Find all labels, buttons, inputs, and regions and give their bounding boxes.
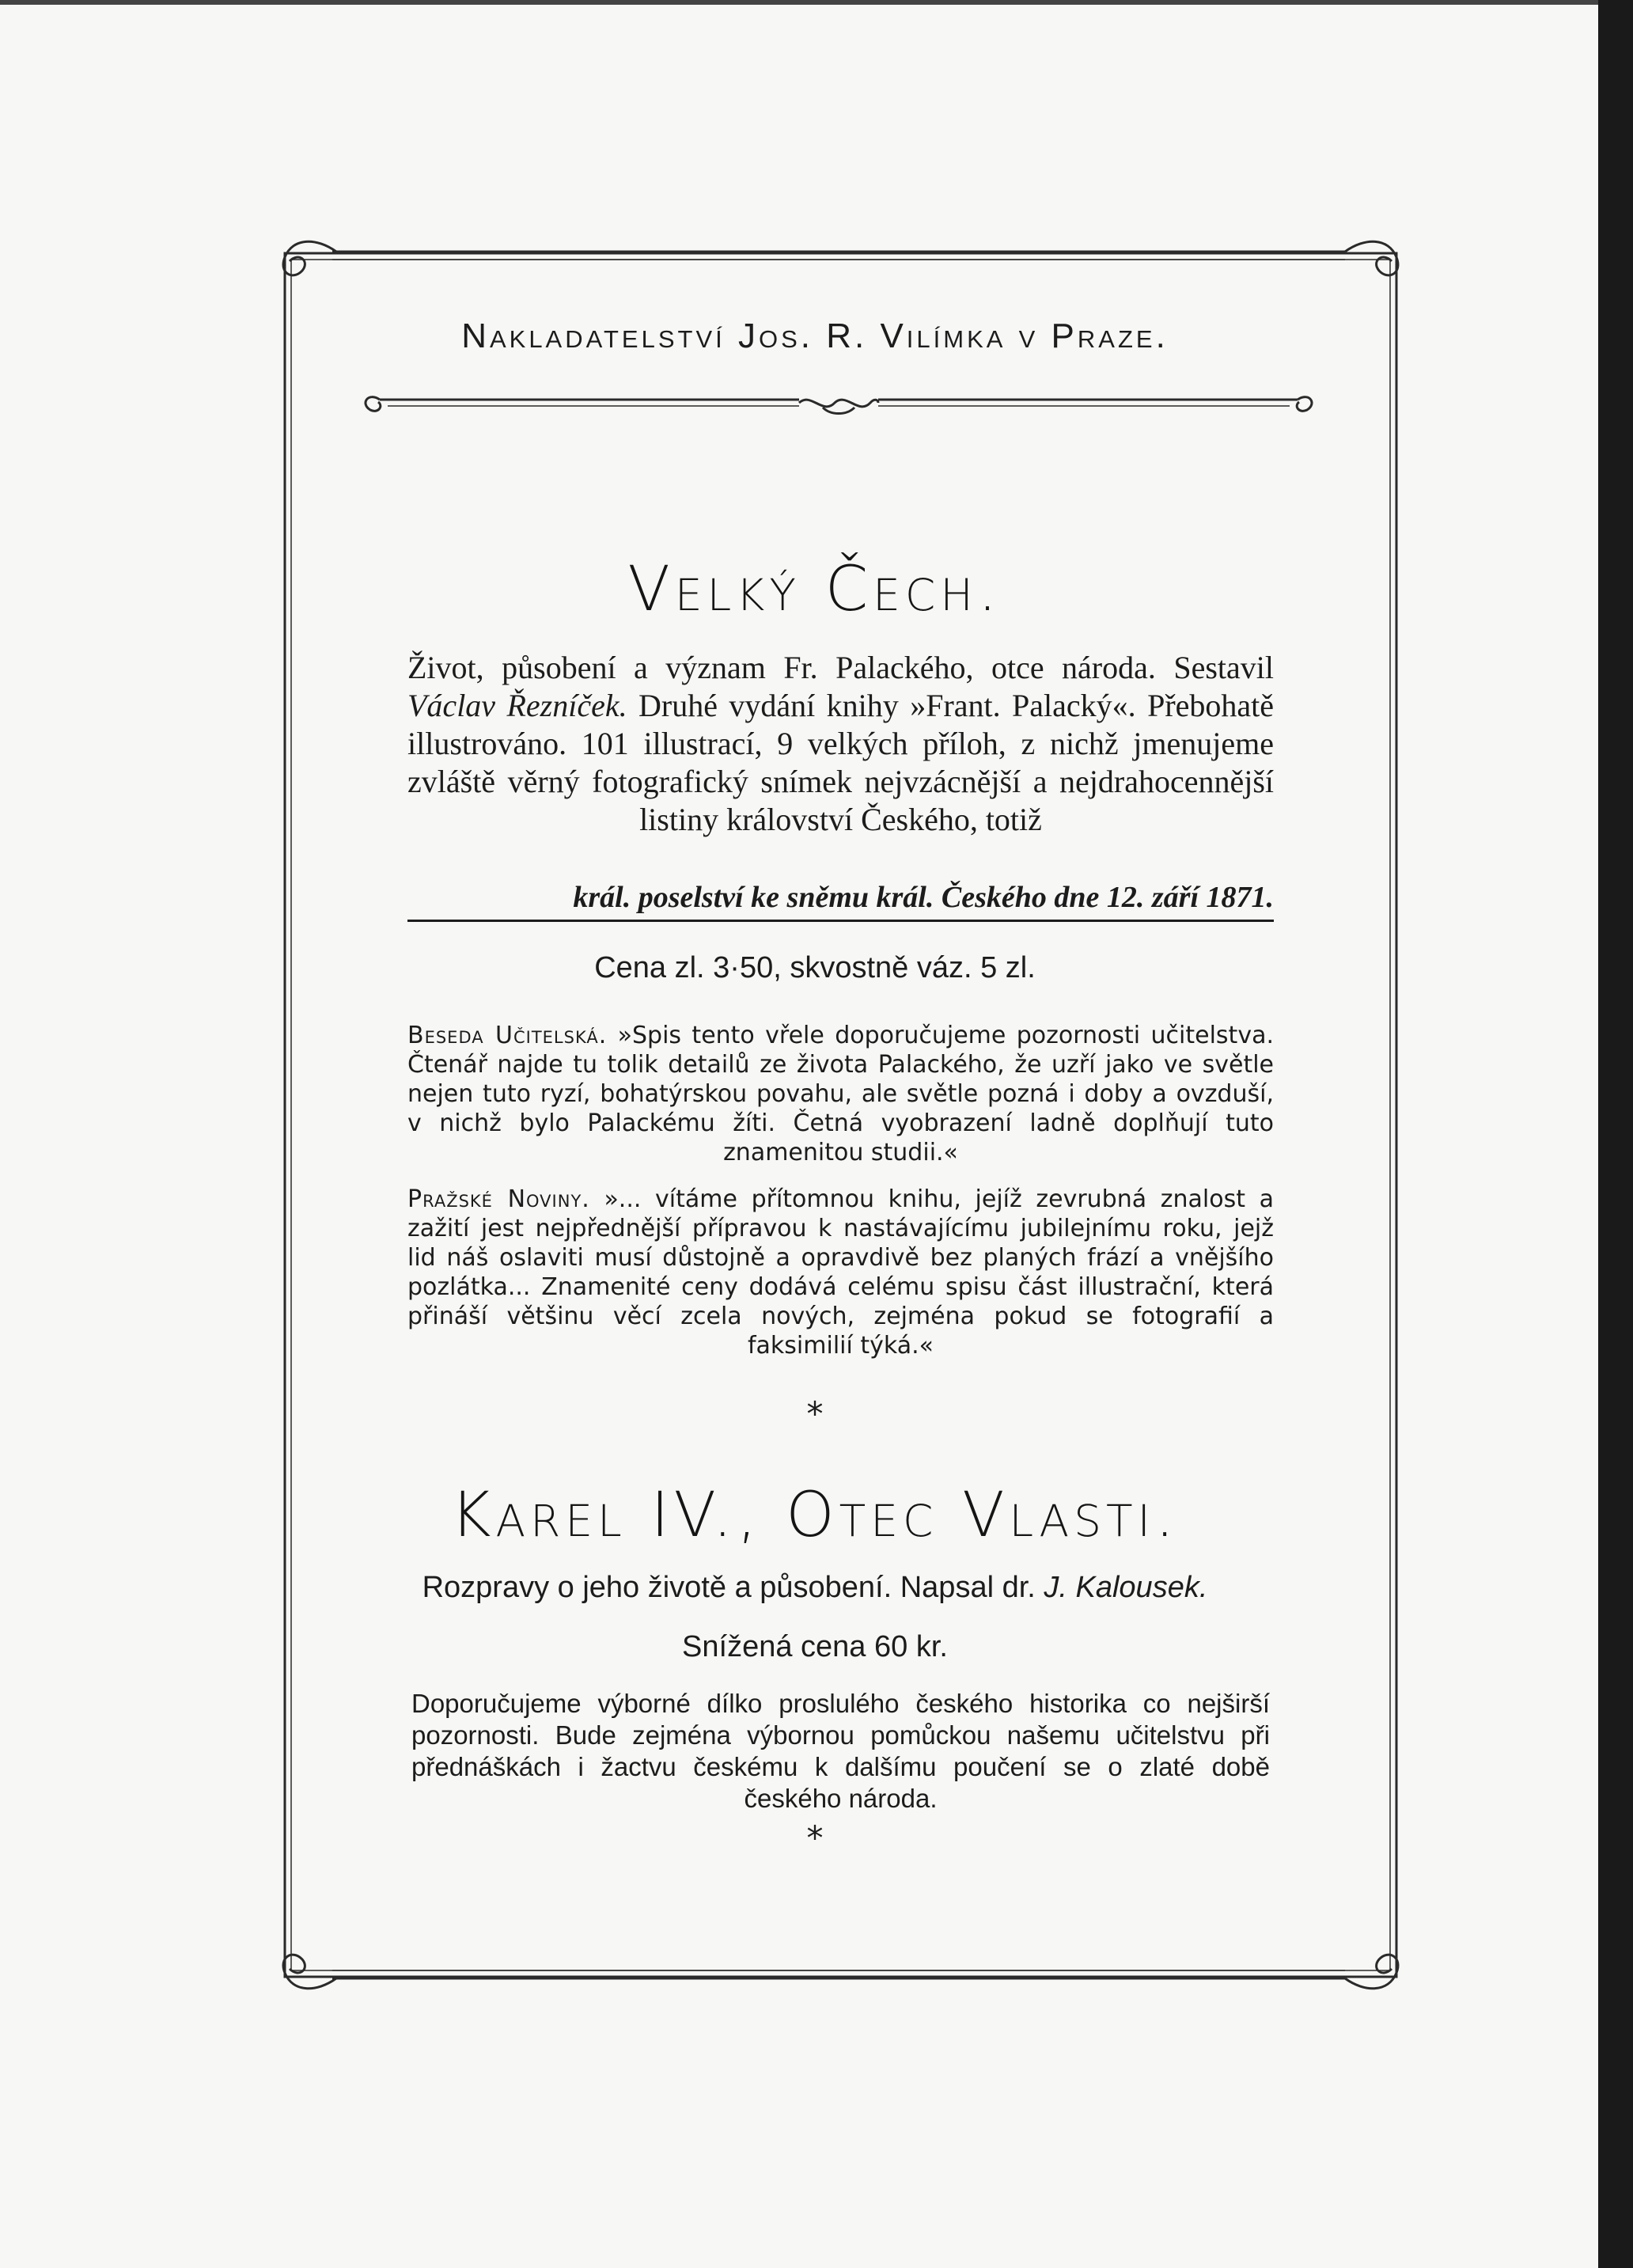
publisher-heading: Nakladatelství Jos. R. Vilímka v Praze. (461, 317, 1169, 355)
review-source: Pražské Noviny. (407, 1185, 590, 1213)
review-quote (407, 1021, 1274, 1167)
review-source: Beseda Učitelská. (407, 1022, 608, 1049)
description-text: Život, působení a význam Fr. Palackého, otce národa. Sestavil (407, 650, 1274, 685)
book-subtitle (285, 1571, 1345, 1605)
ornamental-divider (366, 397, 1312, 414)
author-name: J. Kalousek. (1044, 1571, 1208, 1604)
book-description (407, 649, 1274, 839)
asterisk-separator: * (806, 1394, 824, 1433)
review-text: »Spis tento vřele doporučujeme pozornosti učitelstva. Čtenář najde tu tolik detailů ze života Palackého, že uzří jako ve světle nejen tuto ryzí, bohatýrskou povahu, ale světle pozná i doby a ovzduší, v nichž bylo Palackému žíti. Četná vyobrazení ladně doplňují tuto znamenitou studii.« (407, 1022, 1274, 1166)
recommendation-text: Doporučujeme výborné dílko proslulého českého historika co nejširší pozornosti. Bude zejména výbornou pomůckou našemu učitelstvu při přednáškách i žactvu českému k dalšímu poučení se o zlaté době českého národa. (411, 1689, 1270, 1813)
price-line: Cena zl. 3·50, skvostně váz. 5 zl. (594, 951, 1036, 984)
book-title-velky-cech: Velký Čech. (627, 554, 1002, 625)
description-text-continued: Druhé vydání knihy »Frant. Palacký«. Přebohatě illustrováno. 101 illustrací, 9 velkých příloh, z nichž jmenujeme zvláště věrný fotografický snímek nejvzácnější a nejdrahocennější listiny království Českého, totiž (407, 688, 1275, 837)
end-asterisk: * (806, 1819, 824, 1857)
royal-message-title: král. poselství ke sněmu král. Českého dne 12. září 1871. (407, 880, 1274, 922)
book-title-karel-iv: Karel IV., Otec Vlasti. (450, 1480, 1180, 1551)
author-name: Václav Řezníček. (407, 688, 627, 723)
price-line: Snížená cena 60 kr. (682, 1630, 948, 1663)
review-text: »... vítáme přítomnou knihu, jejíž zevrubná znalost a zažití jest nejpřednější přípravou k nastávajícímu jubilejnímu roku, jejž lid náš oslaviti musí důstojně a opravdivě bez planých frází a vnějšího pozlátka... Znamenité ceny dodává celému spisu část illustrační, která přináší většinu věcí zcela nových, zejména pokud se fotografií a faksimilií týká.« (407, 1185, 1274, 1360)
review-quote (407, 1185, 1274, 1360)
subtitle-text: Rozpravy o jeho životě a působení. Napsal dr. (422, 1571, 1044, 1604)
